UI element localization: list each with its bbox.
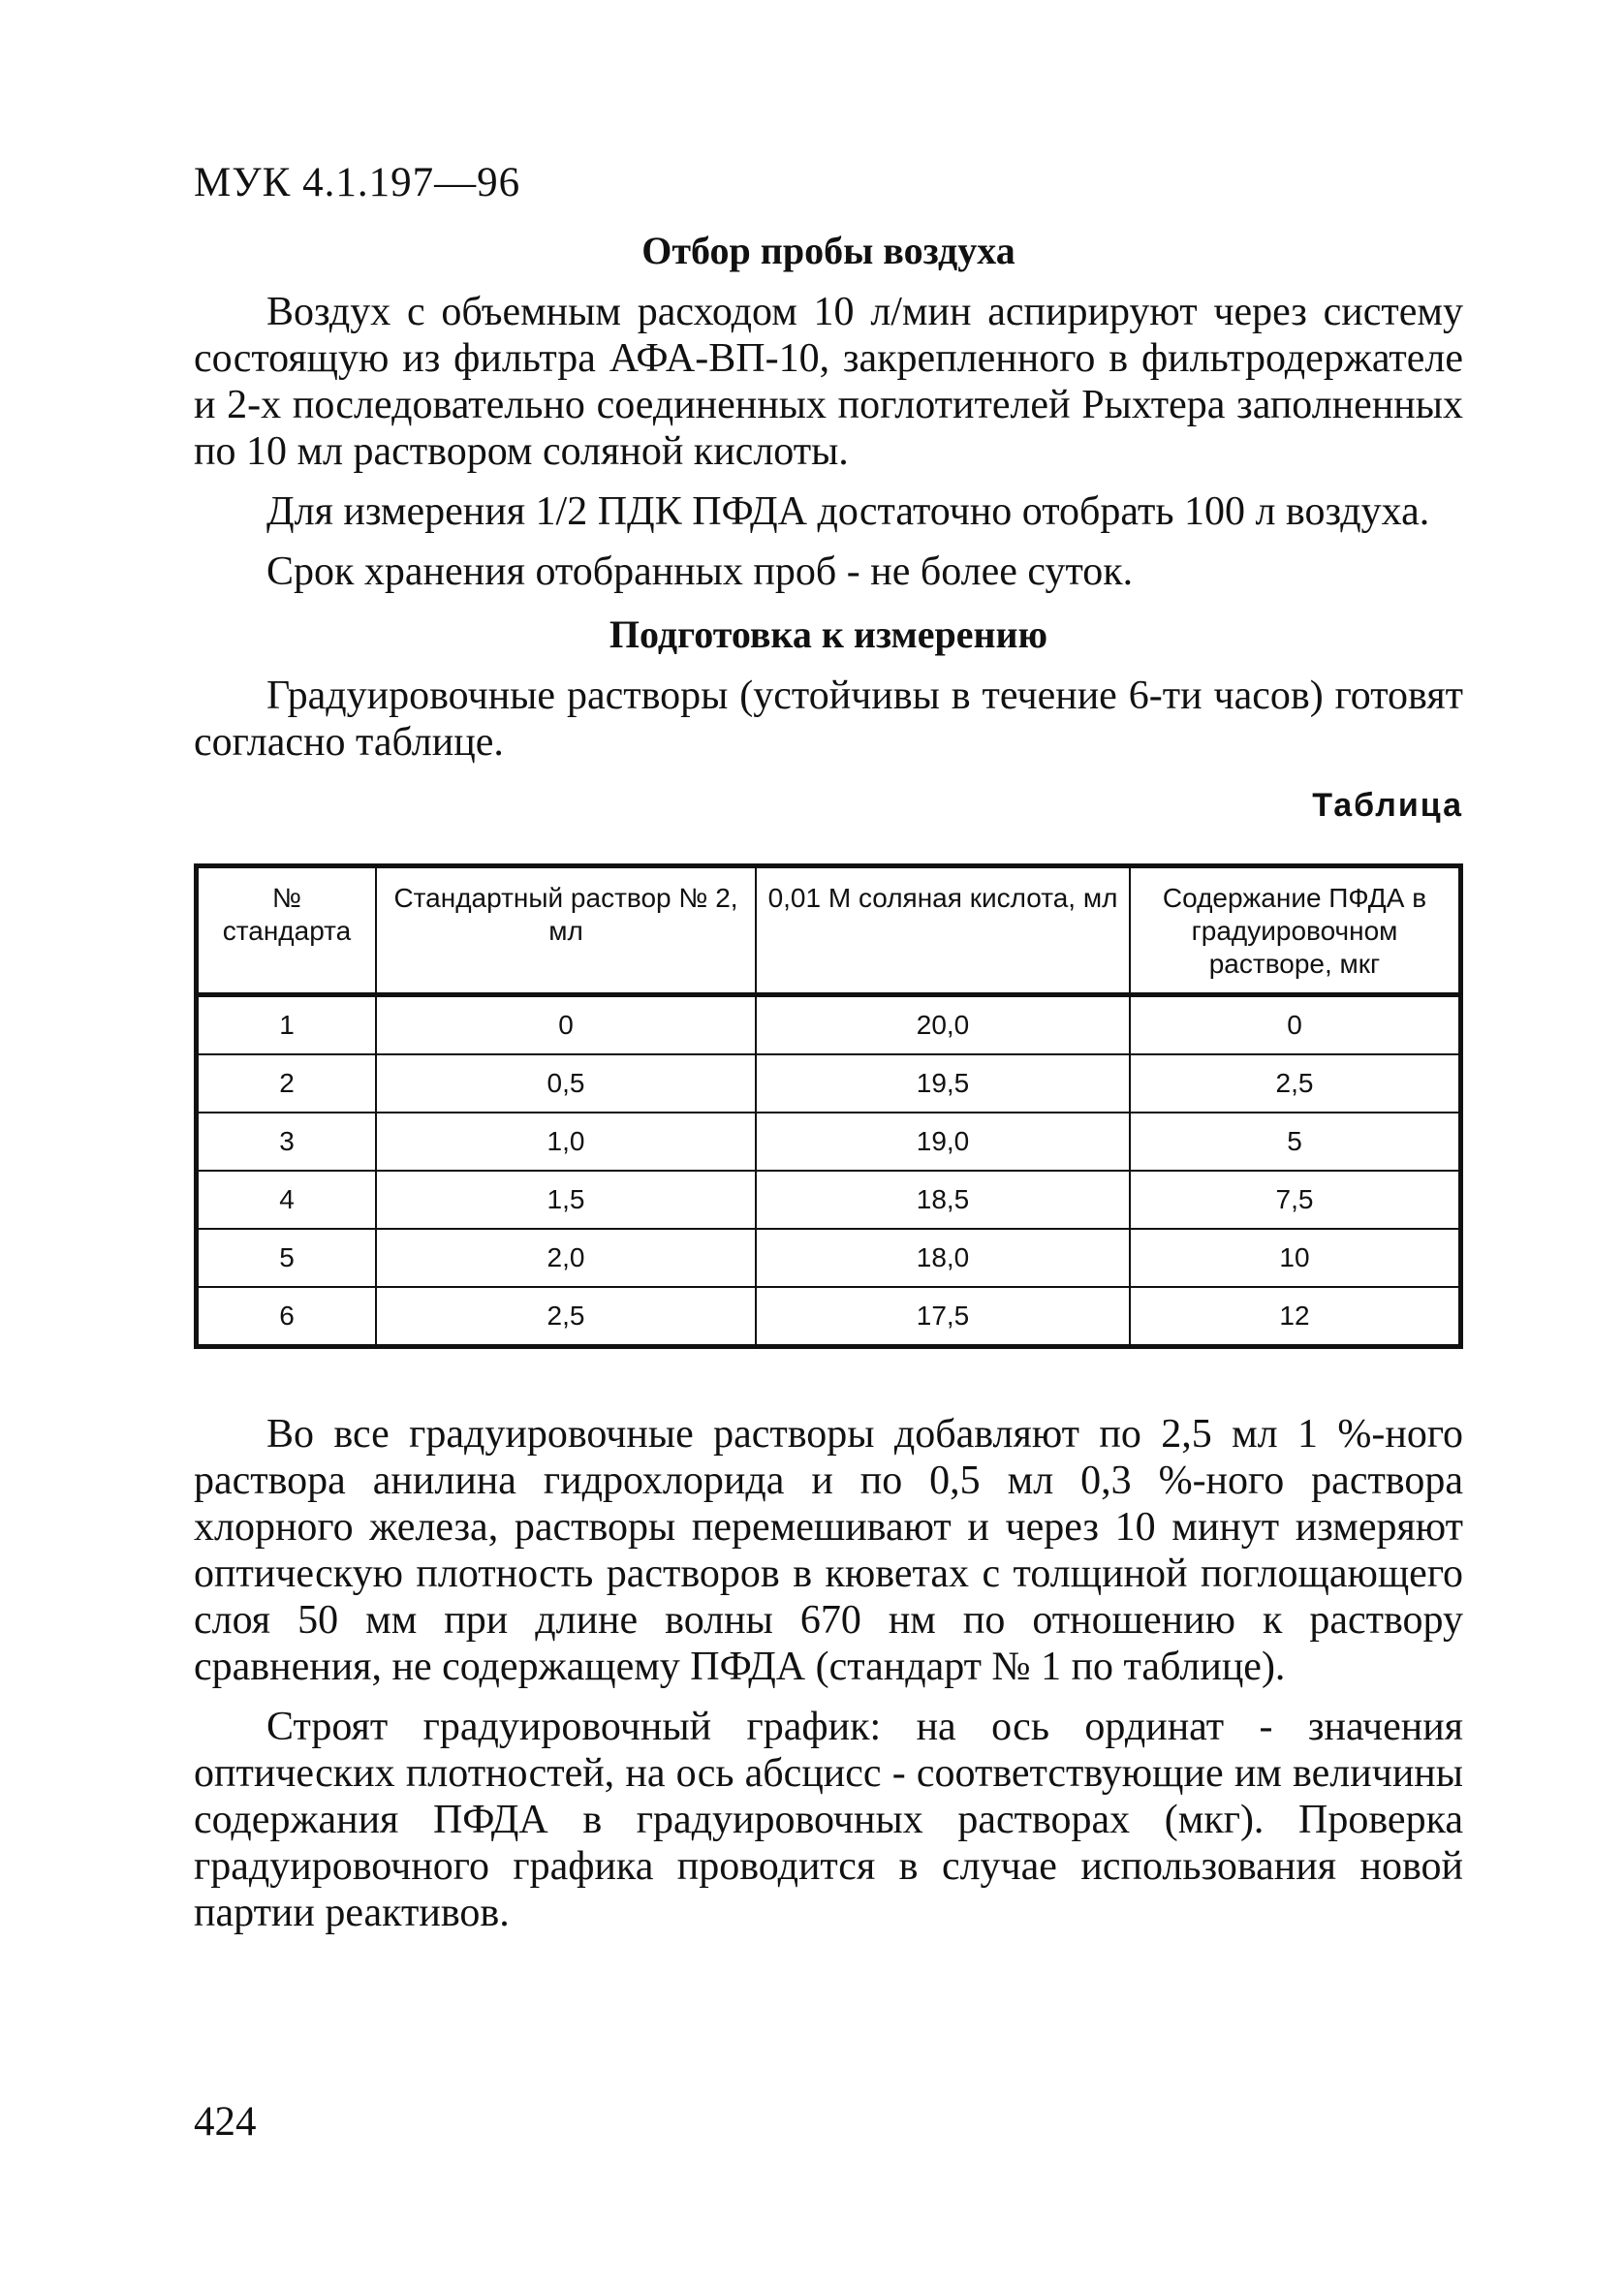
table-cell: 0: [1130, 995, 1461, 1055]
table-label: Таблица: [1312, 787, 1463, 824]
page-number: 424: [194, 2099, 257, 2145]
table-row: [197, 1054, 1461, 1113]
table-cell: 3: [197, 1113, 377, 1171]
paragraph: Воздух с объемным расходом 10 л/мин аспирируют через систему состоящую из фильтра АФА-ВП-10, закрепленного в фильтродержателе и 2-х последовательно соединенных поглотителей Рыхтера заполненных по 10 мл раствором соляной кислоты.: [194, 290, 1463, 474]
column-header-standard-solution: Стандартный раствор № 2, мл: [376, 866, 756, 995]
table-cell: 10: [1130, 1229, 1461, 1287]
table-cell: 2: [197, 1054, 377, 1113]
table-cell: 1: [197, 995, 377, 1055]
paragraph: Для измерения 1/2 ПДК ПФДА достаточно отобрать 100 л воздуха.: [266, 489, 1430, 534]
table-cell: 12: [1130, 1287, 1461, 1347]
table-cell: 1,0: [376, 1113, 756, 1171]
table-cell: 0,5: [376, 1054, 756, 1113]
table-row: [197, 1113, 1461, 1171]
table-row: [197, 995, 1461, 1055]
table-cell: 0: [376, 995, 756, 1055]
paragraph: Строят градуировочный график: на ось ординат - значения оптических плотностей, на ось абсцисс - соответствующие им величины содержания ПФДА в градуировочных растворах (мкг). Проверка градуировочного графика проводится в случае использования новой партии реактивов.: [194, 1705, 1463, 1935]
paragraph: Во все градуировочные растворы добавляют по 2,5 мл 1 %-ного раствора анилина гидрохлорида и по 0,5 мл 0,3 %-ного раствора хлорного железа, растворы перемешивают и через 10 минут измеряют оптическую плотность растворов в кюветах с толщиной поглощающего слоя 50 мм при длине волны 670 нм по отношению к раствору сравнения, не содержащему ПФДА (стандарт № 1 по таблице).: [194, 1412, 1463, 1689]
table-cell: 2,5: [376, 1287, 756, 1347]
column-header-hydrochloric-acid: 0,01 М соляная кислота, мл: [756, 866, 1130, 995]
table-cell: 19,0: [756, 1113, 1130, 1171]
table-cell: 17,5: [756, 1287, 1130, 1347]
table-cell: 2,0: [376, 1229, 756, 1287]
table-cell: 20,0: [756, 995, 1130, 1055]
table-header-row: [197, 866, 1461, 995]
paragraph: Срок хранения отобранных проб - не более суток.: [266, 549, 1134, 594]
table-row: [197, 1287, 1461, 1347]
section-title-preparation: Подготовка к измерению: [609, 612, 1048, 656]
section-title-air-sampling: Отбор пробы воздуха: [641, 229, 1015, 272]
calibration-table: [194, 863, 1463, 1349]
table-cell: 19,5: [756, 1054, 1130, 1113]
table-cell: 6: [197, 1287, 377, 1347]
column-header-standard-number: № стандарта: [197, 866, 377, 995]
table-row: [197, 1229, 1461, 1287]
table-cell: 1,5: [376, 1171, 756, 1229]
column-header-pfda-content: Содержание ПФДА в градуировочном растворе, мкг: [1130, 866, 1461, 995]
table-cell: 5: [1130, 1113, 1461, 1171]
table-cell: 4: [197, 1171, 377, 1229]
table-cell: 7,5: [1130, 1171, 1461, 1229]
table-cell: 18,0: [756, 1229, 1130, 1287]
document-header: МУК 4.1.197—96: [194, 160, 521, 205]
table-row: [197, 1171, 1461, 1229]
table-cell: 5: [197, 1229, 377, 1287]
table-cell: 18,5: [756, 1171, 1130, 1229]
table-cell: 2,5: [1130, 1054, 1461, 1113]
document-page: [194, 155, 1463, 1950]
paragraph: Градуировочные растворы (устойчивы в течение 6-ти часов) готовят согласно таблице.: [194, 674, 1463, 765]
